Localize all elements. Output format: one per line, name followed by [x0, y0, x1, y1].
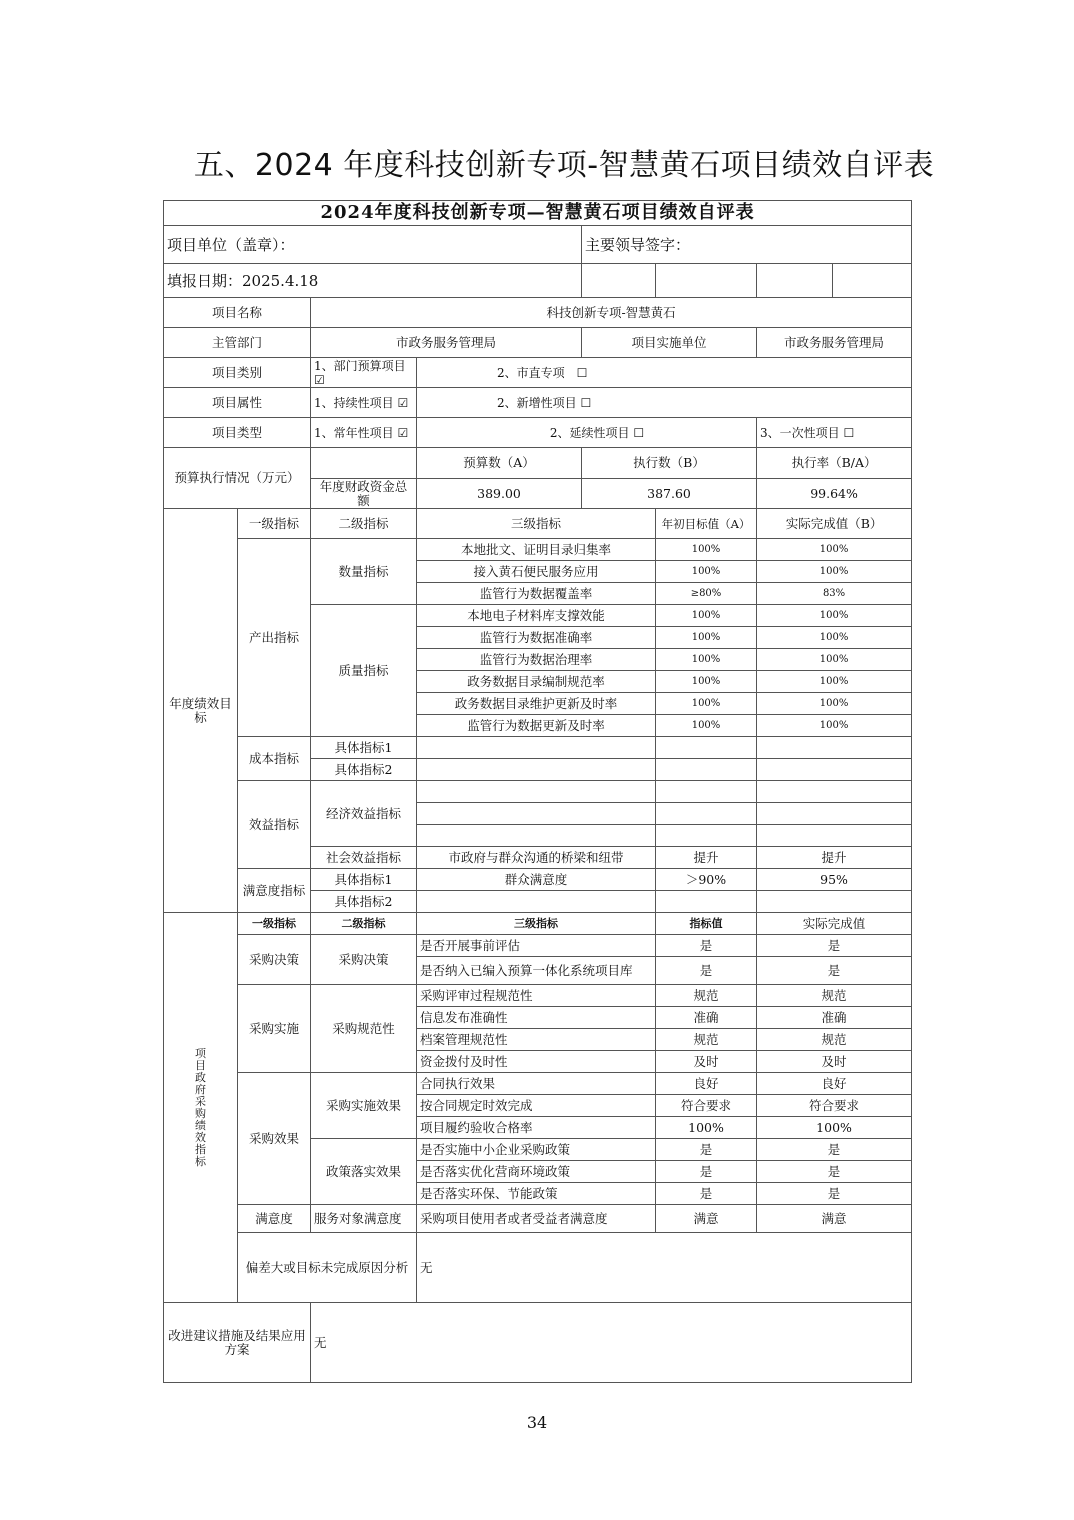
procure-indicator-actual: 100% — [757, 1117, 912, 1139]
procure-indicator-name: 是否纳入已编入预算一体化系统项目库 — [417, 957, 656, 985]
social-benefit-label: 社会效益指标 — [311, 847, 417, 869]
budget-col-a: 预算数（A） — [417, 448, 582, 479]
improvement-value: 无 — [311, 1303, 912, 1383]
procure-indicator-name: 是否落实环保、节能政策 — [417, 1183, 656, 1205]
indicator-target: 100% — [656, 671, 757, 693]
procure-indicator-name: 是否实施中小企业采购政策 — [417, 1139, 656, 1161]
category-option-2: 2、市直专项 ☐ — [417, 358, 912, 388]
procure-indicator-value: 满意 — [656, 1205, 757, 1233]
procure-indicator-name: 项目履约验收合格率 — [417, 1117, 656, 1139]
procure-indicator-value: 100% — [656, 1117, 757, 1139]
procure-indicator-name: 是否开展事前评估 — [417, 935, 656, 957]
procure-impl-l1: 采购实施 — [238, 985, 311, 1073]
blank-cell — [656, 803, 757, 825]
blank-cell — [582, 264, 656, 298]
procure-indicator-actual: 满意 — [757, 1205, 912, 1233]
quantity-indicator-label: 数量指标 — [311, 539, 417, 605]
blank-cell — [417, 781, 656, 803]
indicator-name: 本地电子材料库支撑效能 — [417, 605, 656, 627]
indicator-name: 监管行为数据准确率 — [417, 627, 656, 649]
indicator-actual: 83% — [757, 583, 912, 605]
category-label: 项目类别 — [164, 358, 311, 388]
perf-header-actual: 实际完成值（B） — [757, 509, 912, 539]
blank-cell — [757, 891, 912, 913]
procure-indicator-name: 采购项目使用者或者受益者满意度 — [417, 1205, 656, 1233]
procure-indicator-actual: 规范 — [757, 985, 912, 1007]
blank-cell — [757, 781, 912, 803]
procure-satisfaction-l1: 满意度 — [238, 1205, 311, 1233]
budget-rate-value: 99.64% — [757, 479, 912, 509]
blank-cell — [417, 891, 656, 913]
procure-indicator-actual: 是 — [757, 1161, 912, 1183]
procure-indicator-actual: 是 — [757, 957, 912, 985]
type-label: 项目类型 — [164, 418, 311, 448]
indicator-name: 接入黄石便民服务应用 — [417, 561, 656, 583]
procure-indicator-name: 采购评审过程规范性 — [417, 985, 656, 1007]
indicator-actual: 100% — [757, 561, 912, 583]
satisfaction-indicator-name: 群众满意度 — [417, 869, 656, 891]
budget-col-rate: 执行率（B/A） — [757, 448, 912, 479]
indicator-actual: 100% — [757, 671, 912, 693]
procure-indicator-name: 按合同规定时效完成 — [417, 1095, 656, 1117]
procure-indicator-actual: 是 — [757, 1139, 912, 1161]
indicator-target: 100% — [656, 649, 757, 671]
perf-header-level1: 一级指标 — [238, 509, 311, 539]
indicator-actual: 100% — [757, 627, 912, 649]
procure-indicator-name: 信息发布准确性 — [417, 1007, 656, 1029]
procure-indicator-value: 良好 — [656, 1073, 757, 1095]
procure-indicator-value: 及时 — [656, 1051, 757, 1073]
procure-header-level1: 一级指标 — [238, 913, 311, 935]
indicator-target: 100% — [656, 539, 757, 561]
satisfaction-indicator-label: 满意度指标 — [238, 869, 311, 913]
procure-indicator-actual: 规范 — [757, 1029, 912, 1051]
indicator-target: 100% — [656, 693, 757, 715]
blank-cell — [311, 448, 417, 479]
dept-label: 主管部门 — [164, 328, 311, 358]
cost-item-2: 具体指标2 — [311, 759, 417, 781]
blank-cell — [757, 825, 912, 847]
procure-effect-l2a: 采购实施效果 — [311, 1073, 417, 1139]
indicator-name: 本地批文、证明目录归集率 — [417, 539, 656, 561]
procure-indicator-value: 是 — [656, 935, 757, 957]
satisfaction-target: ＞90% — [656, 869, 757, 891]
indicator-target: 100% — [656, 561, 757, 583]
output-indicator-label: 产出指标 — [238, 539, 311, 737]
perf-header-level2: 二级指标 — [311, 509, 417, 539]
social-target: 提升 — [656, 847, 757, 869]
benefit-indicator-label: 效益指标 — [238, 781, 311, 869]
procure-indicator-value: 规范 — [656, 985, 757, 1007]
type-option-3: 3、一次性项目 ☐ — [757, 418, 912, 448]
procure-indicator-actual: 及时 — [757, 1051, 912, 1073]
indicator-name: 监管行为数据治理率 — [417, 649, 656, 671]
economic-benefit-label: 经济效益指标 — [311, 781, 417, 847]
date-label: 填报日期：2025.4.18 — [164, 264, 582, 298]
blank-cell — [757, 737, 912, 759]
blank-cell — [417, 737, 656, 759]
budget-b-value: 387.60 — [582, 479, 757, 509]
evaluation-table — [163, 200, 912, 1383]
social-indicator-name: 市政府与群众沟通的桥梁和纽带 — [417, 847, 656, 869]
blank-cell — [757, 759, 912, 781]
satisfaction-item-1: 具体指标1 — [311, 869, 417, 891]
project-name-label: 项目名称 — [164, 298, 311, 328]
blank-cell — [417, 825, 656, 847]
indicator-target: 100% — [656, 627, 757, 649]
procure-indicator-name: 合同执行效果 — [417, 1073, 656, 1095]
deviation-value: 无 — [417, 1233, 912, 1303]
procure-indicator-actual: 是 — [757, 1183, 912, 1205]
budget-label: 预算执行情况（万元） — [164, 448, 311, 509]
procure-header-actual: 实际完成值 — [757, 913, 912, 935]
indicator-target: 100% — [656, 605, 757, 627]
procure-indicator-value: 是 — [656, 1161, 757, 1183]
improvement-label: 改进建议措施及结果应用方案 — [164, 1303, 311, 1383]
blank-cell — [656, 759, 757, 781]
procure-indicator-name: 是否落实优化营商环境政策 — [417, 1161, 656, 1183]
procure-indicator-value: 是 — [656, 957, 757, 985]
indicator-actual: 100% — [757, 715, 912, 737]
perf-header-level3: 三级指标 — [417, 509, 656, 539]
procure-indicator-value: 规范 — [656, 1029, 757, 1051]
procure-section-label: 项目政府采购绩效指标 — [195, 1046, 206, 1168]
impl-unit-label: 项目实施单位 — [582, 328, 757, 358]
project-name-value: 科技创新专项-智慧黄石 — [311, 298, 912, 328]
blank-cell — [656, 264, 757, 298]
indicator-actual: 100% — [757, 649, 912, 671]
procure-section-cell — [164, 913, 238, 1303]
unit-label: 项目单位（盖章）： — [164, 226, 582, 264]
procure-impl-l2: 采购规范性 — [311, 985, 417, 1073]
procure-indicator-actual: 良好 — [757, 1073, 912, 1095]
budget-a-value: 389.00 — [417, 479, 582, 509]
blank-cell — [656, 891, 757, 913]
perf-section-label: 年度绩效目标 — [164, 509, 238, 913]
procure-decision-l1: 采购决策 — [238, 935, 311, 985]
procure-effect-l1: 采购效果 — [238, 1073, 311, 1205]
table-title: 2024年度科技创新专项—智慧黄石项目绩效自评表 — [164, 201, 912, 226]
indicator-name: 监管行为数据覆盖率 — [417, 583, 656, 605]
indicator-actual: 100% — [757, 539, 912, 561]
procure-satisfaction-l2: 服务对象满意度 — [311, 1205, 417, 1233]
procure-indicator-value: 符合要求 — [656, 1095, 757, 1117]
type-option-2: 2、延续性项目 ☐ — [417, 418, 757, 448]
leader-label: 主要领导签字： — [582, 226, 912, 264]
impl-unit-value: 市政务服务管理局 — [757, 328, 912, 358]
evaluation-sheet — [163, 200, 911, 1383]
budget-row-label: 年度财政资金总额 — [311, 479, 417, 509]
blank-cell — [656, 737, 757, 759]
dept-value: 市政务服务管理局 — [311, 328, 582, 358]
procure-indicator-value: 是 — [656, 1139, 757, 1161]
deviation-label: 偏差大或目标未完成原因分析 — [238, 1233, 417, 1303]
procure-indicator-actual: 是 — [757, 935, 912, 957]
cost-indicator-label: 成本指标 — [238, 737, 311, 781]
procure-indicator-name: 资金拨付及时性 — [417, 1051, 656, 1073]
procure-indicator-value: 准确 — [656, 1007, 757, 1029]
cost-item-1: 具体指标1 — [311, 737, 417, 759]
quality-indicator-label: 质量指标 — [311, 605, 417, 737]
procure-indicator-name: 档案管理规范性 — [417, 1029, 656, 1051]
blank-cell — [417, 759, 656, 781]
indicator-name: 政务数据目录编制规范率 — [417, 671, 656, 693]
procure-indicator-actual: 准确 — [757, 1007, 912, 1029]
blank-cell — [656, 825, 757, 847]
procure-decision-l2: 采购决策 — [311, 935, 417, 985]
blank-cell — [656, 781, 757, 803]
indicator-target: 100% — [656, 715, 757, 737]
attr-option-2: 2、新增性项目 ☐ — [417, 388, 912, 418]
indicator-target: ≥80% — [656, 583, 757, 605]
procure-header-value: 指标值 — [656, 913, 757, 935]
satisfaction-actual: 95% — [757, 869, 912, 891]
page-number: 34 — [526, 1413, 548, 1432]
category-option-1: 1、部门预算项目 ☑ — [311, 358, 417, 388]
blank-cell — [417, 803, 656, 825]
blank-cell — [757, 264, 833, 298]
indicator-name: 监管行为数据更新及时率 — [417, 715, 656, 737]
budget-col-b: 执行数（B） — [582, 448, 757, 479]
perf-header-target: 年初目标值（A） — [656, 509, 757, 539]
attr-label: 项目属性 — [164, 388, 311, 418]
procure-header-level2: 二级指标 — [311, 913, 417, 935]
social-actual: 提升 — [757, 847, 912, 869]
indicator-actual: 100% — [757, 693, 912, 715]
procure-effect-l2b: 政策落实效果 — [311, 1139, 417, 1205]
satisfaction-item-2: 具体指标2 — [311, 891, 417, 913]
indicator-actual: 100% — [757, 605, 912, 627]
blank-cell — [833, 264, 912, 298]
type-option-1: 1、常年性项目 ☑ — [311, 418, 417, 448]
blank-cell — [757, 803, 912, 825]
procure-indicator-actual: 符合要求 — [757, 1095, 912, 1117]
procure-indicator-value: 是 — [656, 1183, 757, 1205]
procure-header-level3: 三级指标 — [417, 913, 656, 935]
page-heading: 五、2024 年度科技创新专项-智慧黄石项目绩效自评表 — [193, 148, 935, 183]
attr-option-1: 1、持续性项目 ☑ — [311, 388, 417, 418]
indicator-name: 政务数据目录维护更新及时率 — [417, 693, 656, 715]
